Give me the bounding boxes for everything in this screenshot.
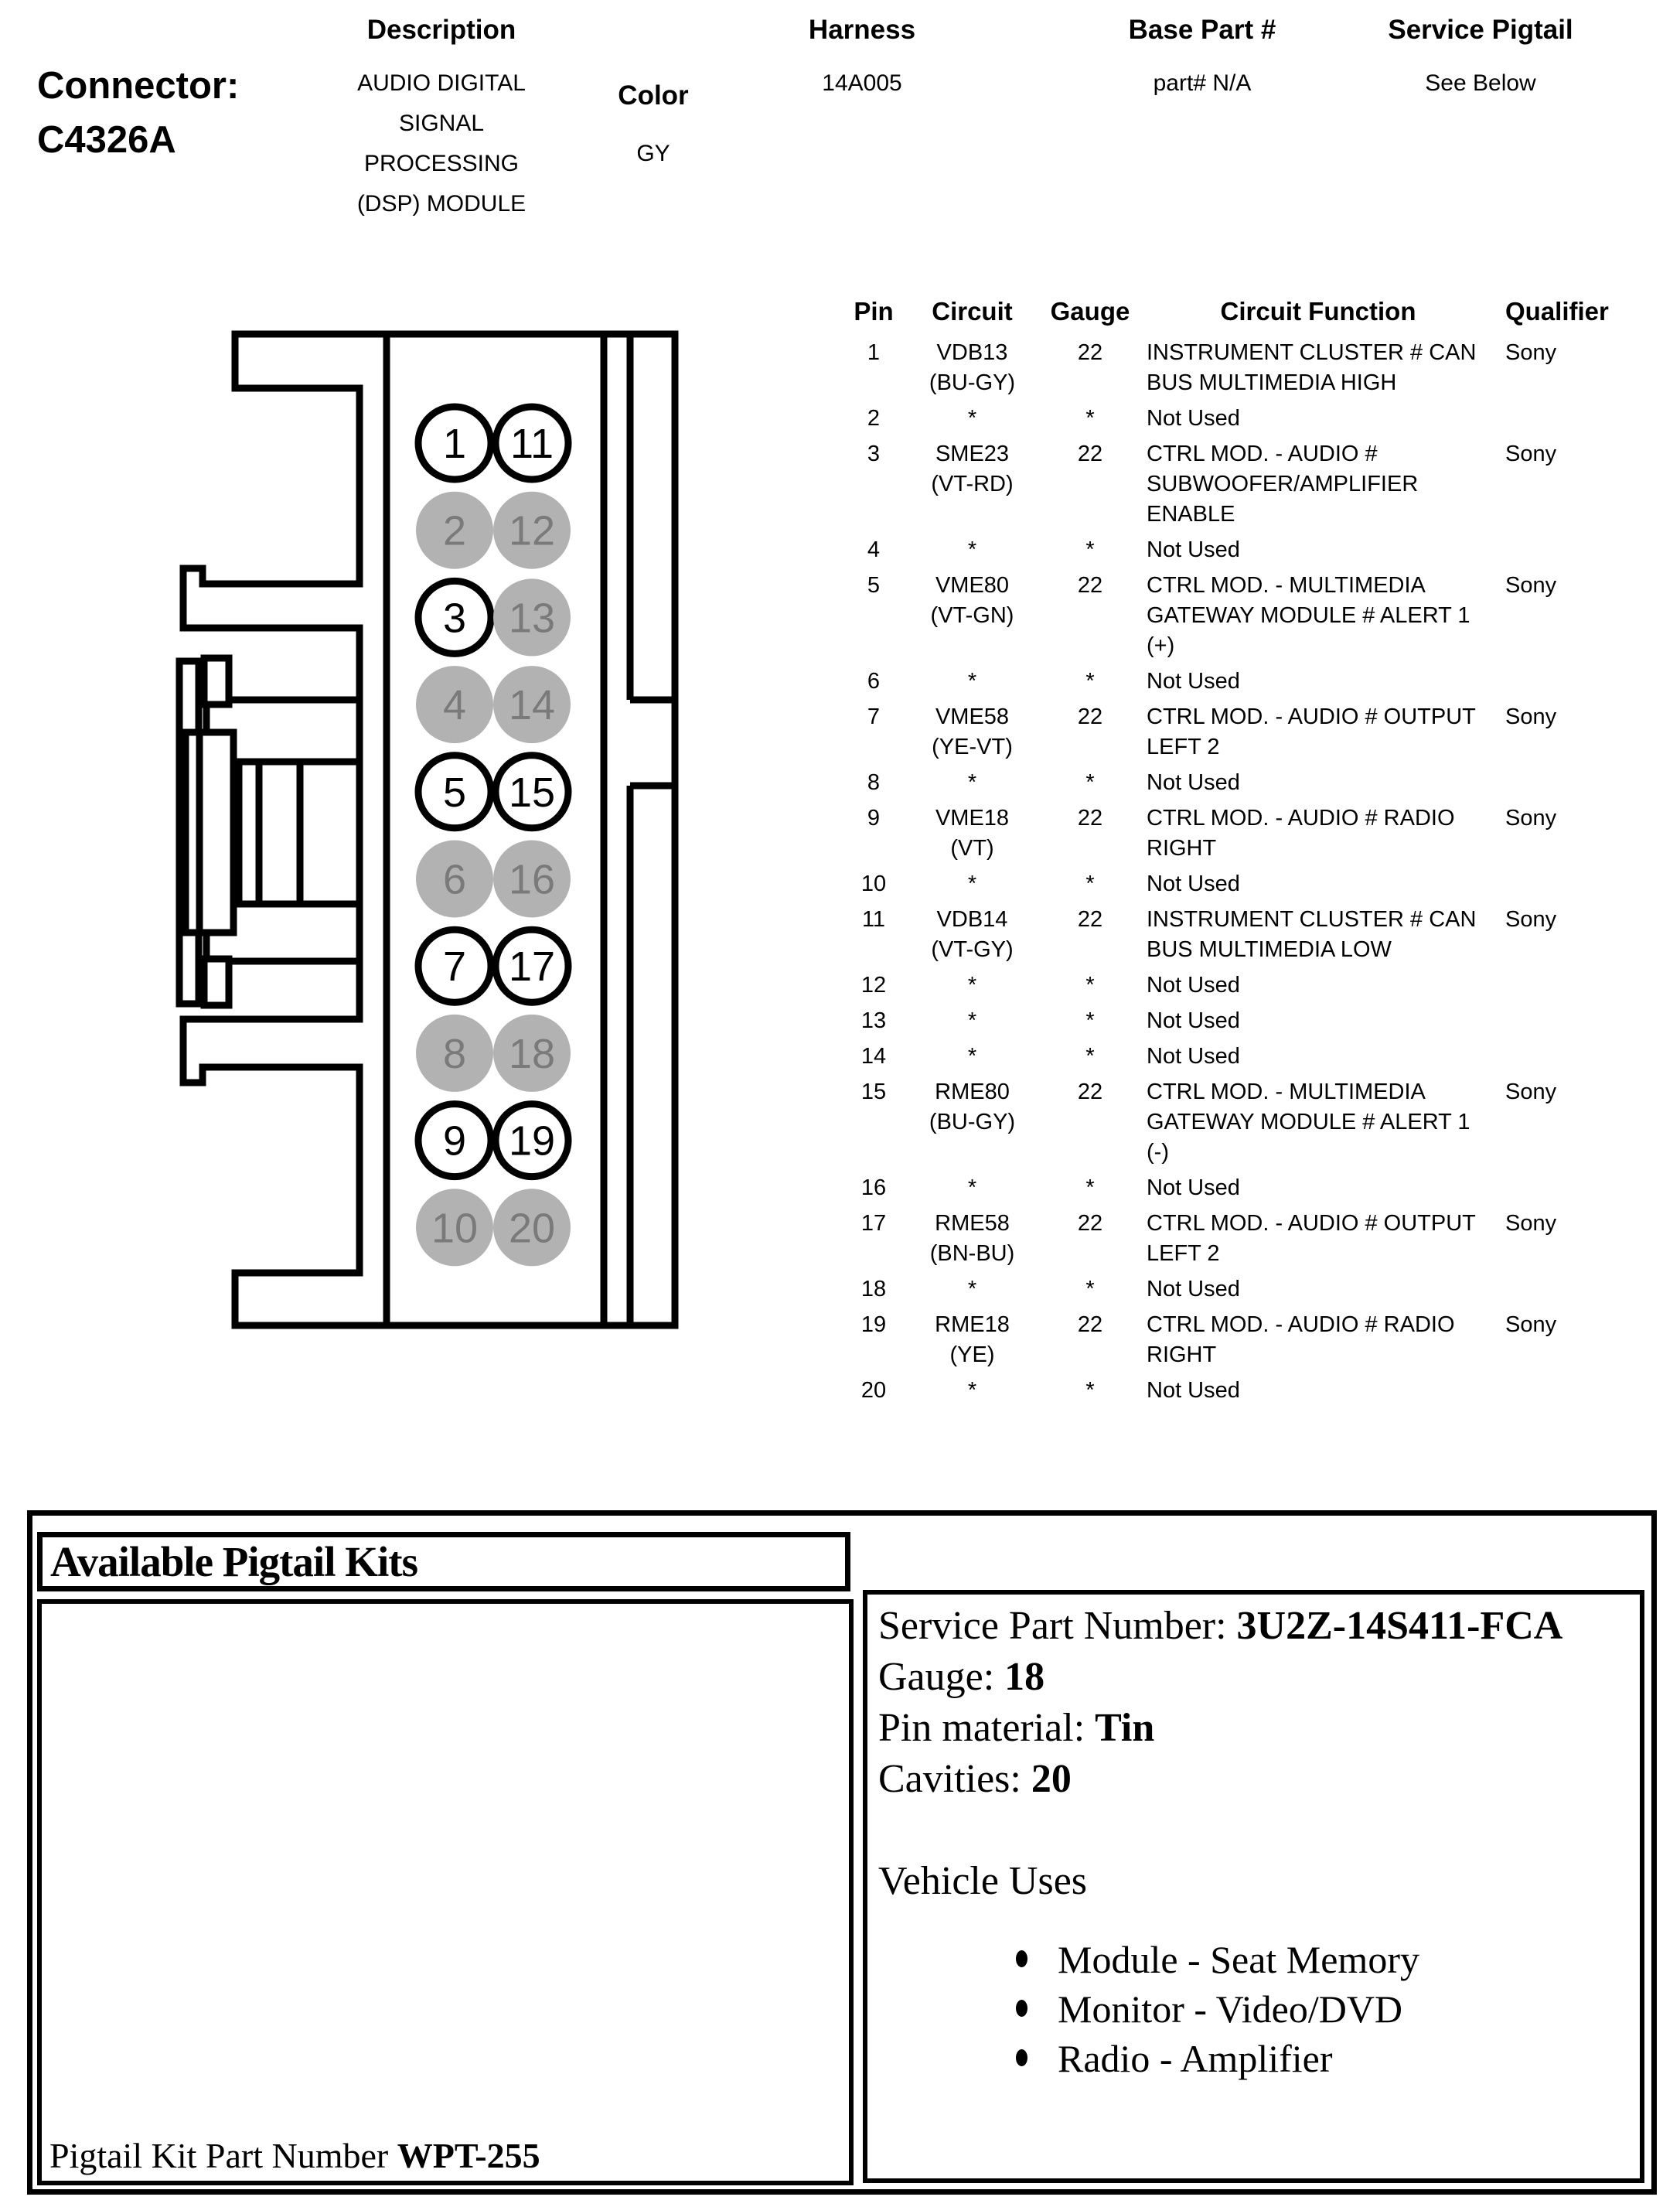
- vehicle-uses-list: [878, 1935, 1640, 2083]
- spacer: [878, 1805, 1640, 1856]
- cell-pin: 8: [867, 770, 881, 795]
- circuit-code: VDB13: [936, 340, 1008, 365]
- cell-pin: 12: [860, 973, 887, 998]
- pigtail-kit-part-number-line: [49, 2135, 540, 2176]
- pin-number: 18: [508, 1030, 556, 1077]
- circuit-color-code: (YE): [949, 1342, 995, 1367]
- cell-gauge: 22: [1077, 806, 1103, 831]
- cell-gauge: *: [1085, 1044, 1095, 1069]
- cell-gauge: 22: [1077, 907, 1103, 932]
- cell-function: Not Used: [1147, 973, 1240, 998]
- circuit-color-code: (YE-VT): [932, 735, 1013, 759]
- table-row: [843, 535, 1680, 565]
- service-part-box: [863, 1590, 1644, 2183]
- pigtail-kits-body-box: [37, 1599, 854, 2185]
- circuit-code: *: [967, 1008, 977, 1033]
- cell-qualifier: [1496, 1376, 1680, 1406]
- cell-pin: 7: [867, 704, 881, 729]
- cell-circuit: [905, 803, 1040, 864]
- base-part-value: part# N/A: [1153, 70, 1252, 96]
- description-value: AUDIO DIGITAL SIGNAL PROCESSING (DSP) MODULE: [356, 70, 526, 217]
- service-part-number-label: Service Part Number:: [878, 1604, 1237, 1648]
- cell-function: CTRL MOD. - AUDIO # SUBWOOFER/AMPLIFIER ENABLE: [1147, 442, 1419, 527]
- connector-title: [37, 59, 239, 167]
- pin-number: 1: [442, 421, 467, 467]
- pin-number: 19: [508, 1117, 556, 1165]
- pin-material-line: [878, 1703, 1640, 1754]
- available-pigtail-kits-box: [37, 1532, 850, 1591]
- harness-value: 14A005: [822, 70, 902, 96]
- circuit-color-code: (BN-BU): [929, 1241, 1015, 1266]
- list-item: [878, 1984, 1640, 2034]
- circuit-code: VME58: [935, 704, 1010, 729]
- table-row: [843, 768, 1680, 798]
- cell-pin: 19: [860, 1312, 887, 1337]
- vehicle-use-text: Radio - Amplifier: [1058, 2037, 1333, 2080]
- cell-gauge: *: [1085, 406, 1095, 431]
- table-row: [843, 1006, 1680, 1036]
- description-label: Description: [366, 15, 516, 45]
- cell-circuit: [905, 1042, 1040, 1072]
- cell-gauge: 22: [1077, 442, 1103, 466]
- cell-circuit: [905, 1077, 1040, 1168]
- circuit-code: *: [967, 406, 977, 431]
- cell-qualifier: [1496, 535, 1680, 565]
- cell-qualifier: Sony: [1505, 1312, 1557, 1337]
- cell-qualifier: Sony: [1505, 1211, 1557, 1236]
- cell-qualifier: [1496, 970, 1680, 1001]
- cell-qualifier: [1496, 1173, 1680, 1203]
- cell-function: CTRL MOD. - MULTIMEDIA GATEWAY MODULE # ALERT 1 (+): [1147, 573, 1470, 658]
- cell-qualifier: Sony: [1505, 573, 1557, 598]
- circuit-code: *: [967, 669, 977, 694]
- pin-number: 14: [508, 682, 556, 729]
- circuit-code: VME18: [935, 806, 1010, 831]
- pigtail-kit-part-number-value: WPT-255: [397, 2136, 540, 2175]
- circuit-color-code: (VT-GN): [930, 603, 1014, 628]
- cell-function: Not Used: [1147, 872, 1240, 896]
- cell-pin: 10: [860, 872, 887, 896]
- header-harness: [781, 14, 943, 104]
- cell-function: Not Used: [1147, 1008, 1240, 1033]
- pin-table-header: [843, 296, 1680, 327]
- pin-number: 16: [508, 856, 556, 903]
- gauge-line: [878, 1652, 1640, 1703]
- pin-number: 2: [442, 507, 467, 554]
- circuit-code: *: [967, 872, 977, 896]
- cell-function: Not Used: [1147, 669, 1240, 694]
- table-row: [843, 667, 1680, 697]
- cell-pin: 14: [860, 1044, 887, 1069]
- cell-pin: 17: [860, 1211, 887, 1236]
- col-header-pin: Pin: [854, 297, 894, 326]
- cell-function: CTRL MOD. - MULTIMEDIA GATEWAY MODULE # ALERT 1 (-): [1147, 1080, 1470, 1165]
- table-row: [843, 702, 1680, 762]
- circuit-code: RME80: [935, 1080, 1010, 1104]
- cell-gauge: 22: [1077, 704, 1103, 729]
- available-pigtail-kits-title: Available Pigtail Kits: [50, 1538, 418, 1585]
- cell-circuit: [905, 905, 1040, 965]
- pin-table: [843, 296, 1680, 1411]
- cell-pin: 20: [860, 1378, 887, 1403]
- cell-pin: 15: [860, 1080, 887, 1104]
- circuit-color-code: (BU-GY): [929, 370, 1016, 395]
- cell-qualifier: [1496, 1006, 1680, 1036]
- pin-number: 13: [508, 595, 556, 642]
- cell-gauge: *: [1085, 537, 1095, 562]
- cell-circuit: [905, 768, 1040, 798]
- table-row: [843, 1042, 1680, 1072]
- pin-material-value: Tin: [1095, 1706, 1155, 1750]
- cell-pin: 4: [867, 537, 881, 562]
- header-base-part: [1113, 14, 1291, 104]
- cell-function: Not Used: [1147, 1277, 1240, 1301]
- pin-number: 8: [442, 1030, 467, 1077]
- table-row: [843, 869, 1680, 899]
- col-header-gauge: Gauge: [1050, 297, 1130, 326]
- cell-function: CTRL MOD. - AUDIO # RADIO RIGHT: [1147, 1312, 1455, 1367]
- cell-function: Not Used: [1147, 1378, 1240, 1403]
- pigtail-kit-part-number-label: Pigtail Kit Part Number: [49, 2136, 397, 2175]
- circuit-color-code: (VT-RD): [931, 472, 1014, 496]
- service-part-number-value: 3U2Z-14S411-FCA: [1236, 1604, 1563, 1648]
- circuit-code: *: [967, 973, 977, 998]
- cell-pin: 11: [861, 907, 886, 932]
- cell-circuit: [905, 869, 1040, 899]
- cell-function: INSTRUMENT CLUSTER # CAN BUS MULTIMEDIA LOW: [1147, 907, 1477, 962]
- circuit-code: VDB14: [936, 907, 1008, 932]
- cavities-value: 20: [1031, 1757, 1072, 1801]
- cell-qualifier: Sony: [1505, 704, 1557, 729]
- cell-function: Not Used: [1147, 537, 1240, 562]
- latch-box-bottom: [204, 959, 229, 1005]
- circuit-code: VME80: [935, 573, 1010, 598]
- service-pigtail-value: See Below: [1425, 70, 1536, 96]
- cell-gauge: *: [1085, 669, 1095, 694]
- table-row: [843, 905, 1680, 965]
- pin-number: 11: [509, 421, 554, 467]
- cell-pin: 13: [860, 1008, 887, 1033]
- circuit-code: *: [967, 1044, 977, 1069]
- cell-pin: 6: [867, 669, 881, 694]
- cell-pin: 18: [860, 1277, 887, 1301]
- circuit-code: *: [967, 1277, 977, 1301]
- table-row: [843, 1209, 1680, 1269]
- connector-id: C4326A: [37, 119, 176, 161]
- circuit-color-code: (VT-GY): [931, 937, 1014, 962]
- cell-gauge: *: [1085, 1277, 1095, 1301]
- table-row: [843, 571, 1680, 661]
- bullet-icon: [1016, 1950, 1027, 1967]
- table-row: [843, 439, 1680, 530]
- gauge-value: 18: [1004, 1655, 1045, 1699]
- pin-number: 4: [442, 682, 467, 729]
- cavities-line: [878, 1754, 1640, 1805]
- col-header-circuit: Circuit: [932, 297, 1013, 326]
- pin-number: 6: [442, 856, 467, 903]
- connector-label: Connector:: [37, 65, 240, 107]
- header-color: [595, 80, 711, 174]
- cell-circuit: [905, 1209, 1040, 1269]
- circuit-code: *: [967, 537, 977, 562]
- col-header-function: Circuit Function: [1220, 297, 1416, 326]
- pin-number: 20: [508, 1205, 556, 1252]
- cell-qualifier: [1496, 404, 1680, 434]
- cell-qualifier: Sony: [1505, 806, 1557, 831]
- cell-qualifier: [1496, 869, 1680, 899]
- cell-qualifier: [1496, 1274, 1680, 1305]
- pin-number: 10: [431, 1205, 479, 1252]
- cell-gauge: *: [1085, 973, 1095, 998]
- table-row: [843, 338, 1680, 398]
- circuit-code: SME23: [935, 442, 1010, 466]
- table-row: [843, 803, 1680, 864]
- circuit-code: RME18: [935, 1312, 1010, 1337]
- cell-pin: 3: [867, 442, 881, 466]
- cell-qualifier: [1496, 768, 1680, 798]
- list-item: [878, 1935, 1640, 1984]
- cell-qualifier: Sony: [1505, 1080, 1557, 1104]
- col-header-qualifier: Qualifier: [1505, 297, 1609, 326]
- cell-circuit: [905, 1006, 1040, 1036]
- base-part-label: Base Part #: [1128, 15, 1276, 45]
- cell-circuit: [905, 1274, 1040, 1305]
- bullet-icon: [1016, 2049, 1027, 2066]
- cell-pin: 2: [867, 406, 881, 431]
- cell-gauge: *: [1085, 872, 1095, 896]
- cell-pin: 5: [867, 573, 881, 598]
- cell-pin: 9: [867, 806, 881, 831]
- table-row: [843, 1376, 1680, 1406]
- pin-number: 12: [508, 507, 556, 554]
- cell-gauge: 22: [1077, 573, 1103, 598]
- latch-box-top: [204, 658, 229, 704]
- cell-circuit: [905, 1310, 1040, 1370]
- cell-circuit: [905, 571, 1040, 661]
- latch-center: [186, 732, 233, 933]
- cell-circuit: [905, 404, 1040, 434]
- pin-material-label: Pin material:: [878, 1706, 1096, 1750]
- cell-circuit: [905, 667, 1040, 697]
- table-row: [843, 1310, 1680, 1370]
- circuit-color-code: (BU-GY): [929, 1110, 1016, 1134]
- cell-gauge: 22: [1077, 1211, 1103, 1236]
- cell-qualifier: Sony: [1505, 442, 1557, 466]
- gauge-label: Gauge:: [878, 1655, 1005, 1699]
- table-row: [843, 404, 1680, 434]
- cell-function: Not Used: [1147, 1175, 1240, 1200]
- header-description: [314, 14, 569, 224]
- pin-number: 7: [442, 943, 467, 991]
- color-label: Color: [618, 80, 689, 111]
- cell-gauge: *: [1085, 1008, 1095, 1033]
- list-item: [878, 2034, 1640, 2083]
- circuit-code: *: [967, 1175, 977, 1200]
- circuit-code: *: [967, 770, 977, 795]
- pin-number: 15: [508, 769, 556, 816]
- pin-number: 17: [508, 943, 556, 991]
- connector-diagram: [143, 317, 692, 1338]
- cell-circuit: [905, 439, 1040, 530]
- color-value: GY: [636, 141, 670, 166]
- cell-function: Not Used: [1147, 770, 1240, 795]
- cell-pin: 16: [860, 1175, 887, 1200]
- cell-qualifier: [1496, 1042, 1680, 1072]
- cell-qualifier: [1496, 667, 1680, 697]
- vehicle-use-text: Monitor - Video/DVD: [1058, 1987, 1403, 2031]
- circuit-code: RME58: [935, 1211, 1010, 1236]
- cell-gauge: *: [1085, 1175, 1095, 1200]
- cell-circuit: [905, 338, 1040, 398]
- cell-circuit: [905, 702, 1040, 762]
- cell-function: Not Used: [1147, 1044, 1240, 1069]
- service-part-number-line: [878, 1601, 1640, 1652]
- pin-number: 3: [442, 595, 467, 642]
- cell-circuit: [905, 1376, 1040, 1406]
- table-row: [843, 1274, 1680, 1305]
- cell-qualifier: Sony: [1505, 907, 1557, 932]
- cell-function: CTRL MOD. - AUDIO # OUTPUT LEFT 2: [1147, 704, 1476, 759]
- cell-circuit: [905, 535, 1040, 565]
- circuit-color-code: (VT): [950, 836, 994, 861]
- cell-function: Not Used: [1147, 406, 1240, 431]
- table-row: [843, 970, 1680, 1001]
- cavities-label: Cavities:: [878, 1757, 1031, 1801]
- cell-circuit: [905, 1173, 1040, 1203]
- header-service-pigtail: [1384, 14, 1577, 104]
- vehicle-use-text: Module - Seat Memory: [1058, 1938, 1419, 1981]
- pin-number: 5: [442, 769, 467, 816]
- cell-function: CTRL MOD. - AUDIO # RADIO RIGHT: [1147, 806, 1455, 861]
- table-row: [843, 1173, 1680, 1203]
- table-row: [843, 1077, 1680, 1168]
- cell-gauge: *: [1085, 1378, 1095, 1403]
- bullet-icon: [1016, 2000, 1027, 2017]
- cell-gauge: 22: [1077, 340, 1103, 365]
- cell-pin: 1: [867, 340, 881, 365]
- circuit-code: *: [967, 1378, 977, 1403]
- cell-gauge: 22: [1077, 1080, 1103, 1104]
- cell-gauge: 22: [1077, 1312, 1103, 1337]
- harness-label: Harness: [808, 15, 916, 45]
- service-pigtail-label: Service Pigtail: [1388, 15, 1573, 45]
- vehicle-uses-heading: Vehicle Uses: [878, 1859, 1088, 1903]
- pin-number: 9: [442, 1117, 467, 1165]
- cell-qualifier: Sony: [1505, 340, 1557, 365]
- cell-circuit: [905, 970, 1040, 1001]
- cell-function: CTRL MOD. - AUDIO # OUTPUT LEFT 2: [1147, 1211, 1476, 1266]
- cell-gauge: *: [1085, 770, 1095, 795]
- cell-function: INSTRUMENT CLUSTER # CAN BUS MULTIMEDIA HIGH: [1147, 340, 1477, 395]
